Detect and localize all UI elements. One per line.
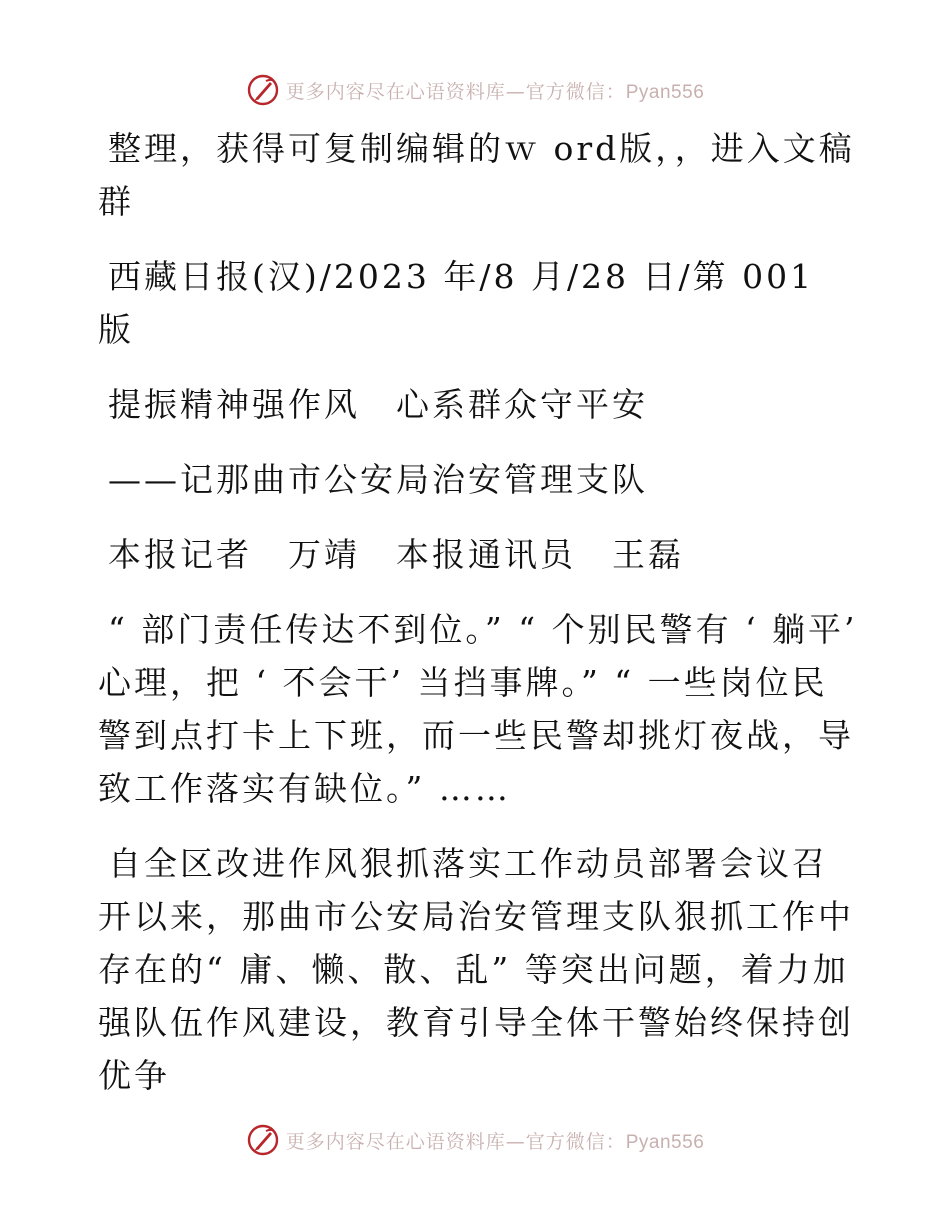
watermark-text: 更多内容尽在心语资料库—官方微信：Pyan556 xyxy=(285,80,705,103)
watermark-footer xyxy=(0,1120,950,1160)
watermark-text: 更多内容尽在心语资料库—官方微信：Pyan556 xyxy=(285,1130,705,1153)
watermark-header xyxy=(0,70,950,110)
article-title: 提振精神强作风 心系群众守平安 xyxy=(108,385,648,424)
paragraph-quotes: “ 部门责任传达不到位。” “ 个别民警有 ‘ 躺平’ 心理，把 ‘ 不会干’ 当挡事牌。” “ 一些岗位民警到点打卡上下班，而一些民警却挑灯夜战，导致工作落实有缺位。” …… xyxy=(98,610,858,808)
paragraph-source: 西藏日报(汉)/2023 年/8 月/28 日/第 001 版 xyxy=(98,257,815,349)
paragraph-body: 自全区改进作风狠抓落实工作动员部署会议召开以来，那曲市公安局治安管理支队狠抓工作中存在的“ 庸、懒、散、乱” 等突出问题，着力加强队伍作风建设，教育引导全体干警始终保持创优争 xyxy=(98,844,854,1095)
article-byline: 本报记者 万靖 本报通讯员 王磊 xyxy=(108,535,684,574)
article-subtitle: ——记那曲市公安局治安管理支队 xyxy=(108,460,648,499)
paragraph-intro: 整理，获得可复制编辑的ｗ ord版，，进入文稿群 xyxy=(98,129,855,221)
document-body xyxy=(98,122,858,1102)
quill-pen-logo-icon xyxy=(246,73,280,107)
quill-pen-logo-icon xyxy=(246,1123,280,1157)
